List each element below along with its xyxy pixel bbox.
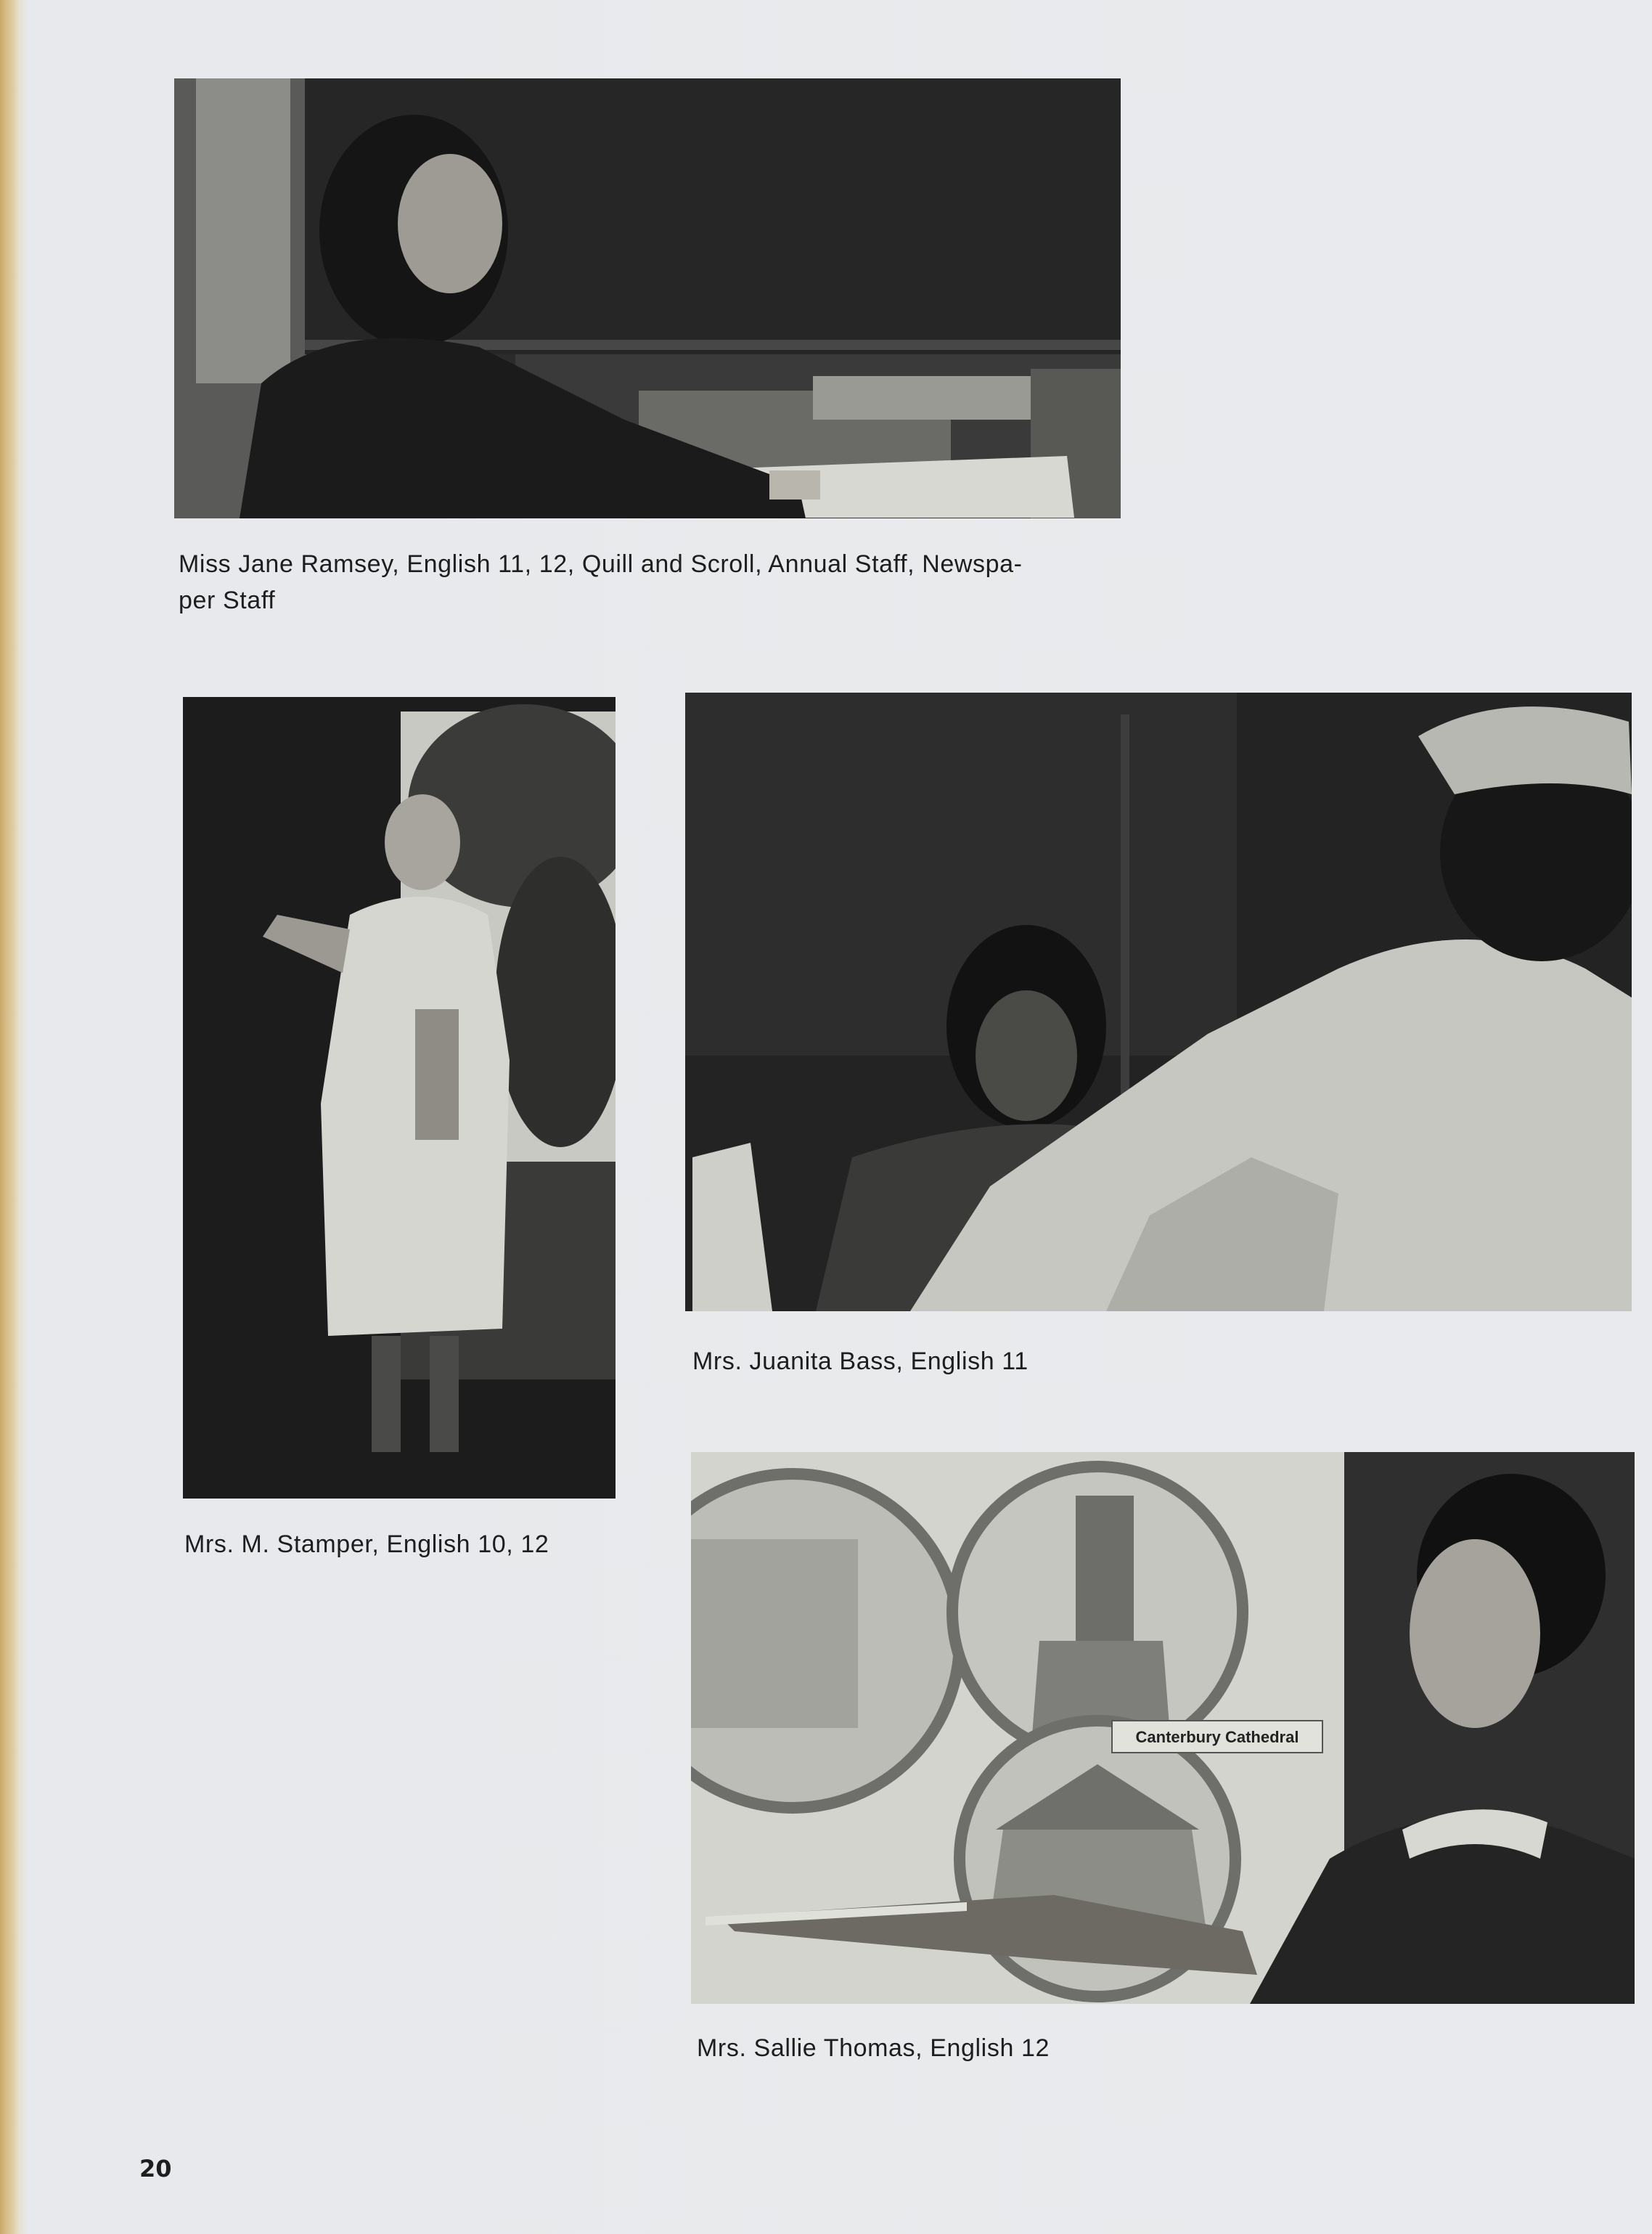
caption-jane-ramsey-line2: per Staff bbox=[179, 587, 276, 614]
page-binding-edge bbox=[0, 0, 19, 2234]
caption-m-stamper: Mrs. M. Stamper, English 10, 12 bbox=[184, 1530, 549, 1558]
caption-juanita-bass: Mrs. Juanita Bass, English 11 bbox=[692, 1348, 1029, 1375]
page-number: 20 bbox=[139, 2155, 172, 2182]
photo-jane-ramsey bbox=[174, 78, 1121, 518]
photo-m-stamper bbox=[183, 697, 616, 1499]
photo-sallie-thomas bbox=[691, 1452, 1635, 2004]
caption-sallie-thomas: Mrs. Sallie Thomas, English 12 bbox=[697, 2034, 1050, 2062]
caption-jane-ramsey-line1: Miss Jane Ramsey, English 11, 12, Quill and Scroll, Annual Staff, Newspa- bbox=[179, 550, 1023, 578]
photo-juanita-bass bbox=[685, 693, 1632, 1311]
caption-jane-ramsey bbox=[179, 546, 1137, 619]
poster-label-canterbury-cathedral: Canterbury Cathedral bbox=[1135, 1728, 1299, 1746]
